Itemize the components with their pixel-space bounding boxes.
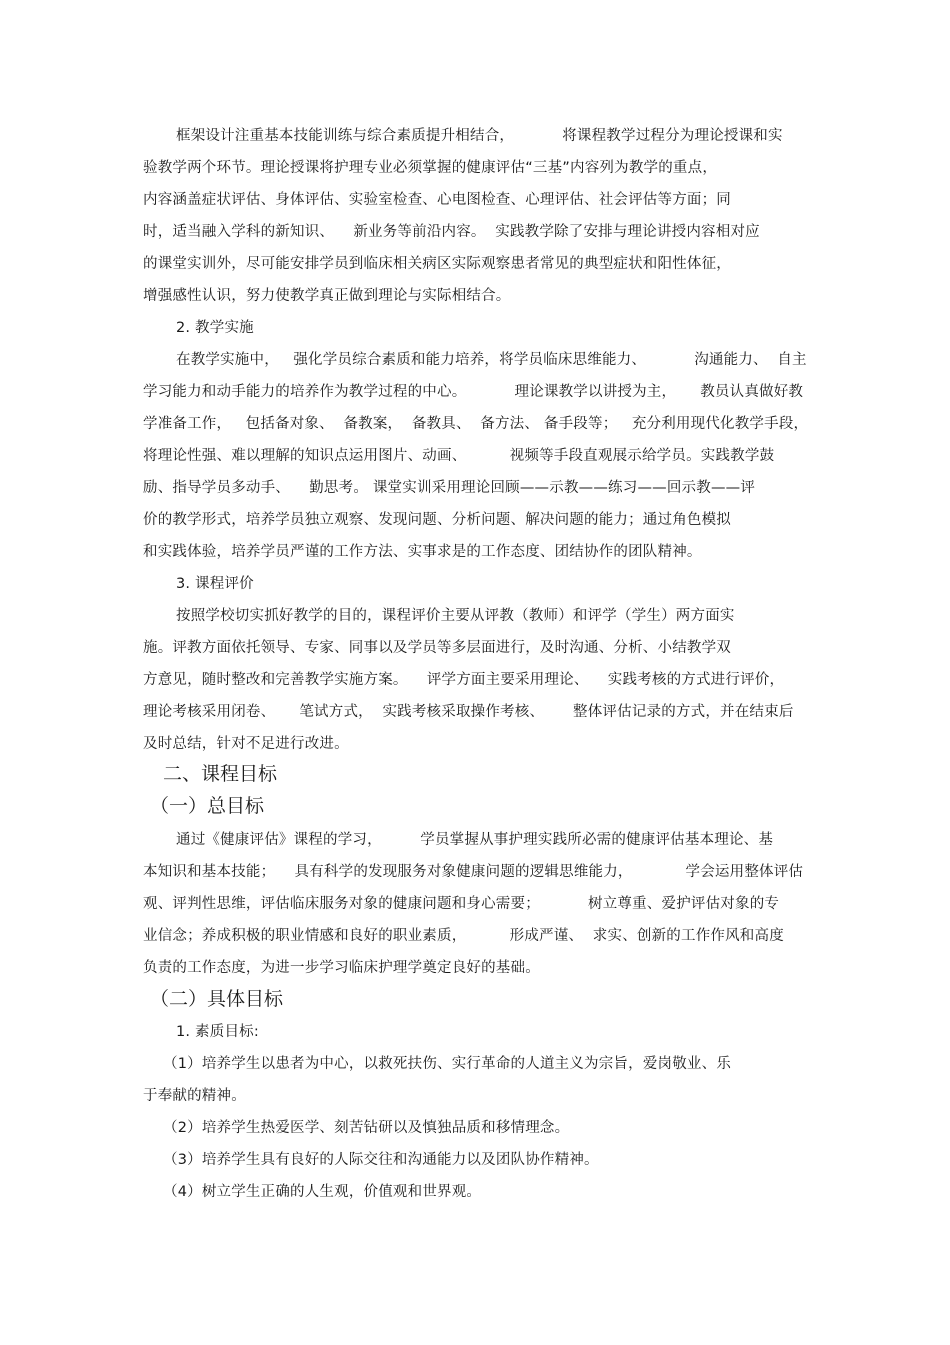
general-goal-line: 负责的工作态度，为进一步学习临床护理学奠定良好的基础。 xyxy=(143,960,540,976)
implementation-line: 学习能力和动手能力的培养作为教学过程的中心。 理论课教学以讲授为主， 教员认真做好教 xyxy=(143,384,804,400)
implementation-line: 励、指导学员多动手、 勤思考。 课堂实训采用理论回顾——示教——练习——回示教——评 xyxy=(143,480,756,496)
quality-goal-item: （1）培养学生以患者为中心，以救死扶伤、实行革命的人道主义为宗旨，爱岗敬业、乐 xyxy=(163,1056,732,1072)
quality-goal-item: 于奉献的精神。 xyxy=(143,1088,246,1104)
intro-line: 时，适当融入学科的新知识、 新业务等前沿内容。 实践教学除了安排与理论讲授内容相对应 xyxy=(143,224,760,240)
general-goal-line: 业信念；养成积极的职业情感和良好的职业素质， 形成严谨、 求实、创新的工作作风和高度 xyxy=(143,928,784,944)
specific-goal-heading: （二）具体目标 xyxy=(150,988,284,1010)
general-goal-line: 通过《健康评估》课程的学习， 学员掌握从事护理实践所必需的健康评估基本理论、基 xyxy=(176,832,774,848)
intro-line: 的课堂实训外，尽可能安排学员到临床相关病区实际观察患者常见的典型症状和阳性体征， xyxy=(143,256,731,272)
implementation-line: 价的教学形式，培养学员独立观察、发现问题、分析问题、解决问题的能力；通过角色模拟 xyxy=(143,512,731,528)
intro-line: 验教学两个环节。理论授课将护理专业必须掌握的健康评估“三基”内容列为教学的重点， xyxy=(143,160,718,176)
evaluation-line: 按照学校切实抓好教学的目的，课程评价主要从评教（教师）和评学（学生）两方面实 xyxy=(176,608,735,624)
intro-line: 框架设计注重基本技能训练与综合素质提升相结合， 将课程教学过程分为理论授课和实 xyxy=(176,128,783,144)
quality-goal-item: （3）培养学生具有良好的人际交往和沟通能力以及团队协作精神。 xyxy=(163,1152,599,1168)
quality-goal-heading: 1. 素质目标: xyxy=(176,1024,259,1040)
general-goal-line: 观、评判性思维，评估临床服务对象的健康问题和身心需要； 树立尊重、爱护评估对象的专 xyxy=(143,896,780,912)
evaluation-line: 方意见，随时整改和完善教学实施方案。 评学方面主要采用理论、 实践考核的方式进行评价， xyxy=(143,672,785,688)
evaluation-line: 施。评教方面依托领导、专家、同事以及学员等多层面进行，及时沟通、分析、小结教学双 xyxy=(143,640,731,656)
implementation-heading: 2. 教学实施 xyxy=(176,320,254,336)
implementation-line: 和实践体验，培养学员严谨的工作方法、实事求是的工作态度、团结协作的团队精神。 xyxy=(143,544,702,560)
implementation-line: 学准备工作， 包括备对象、 备教案， 备教具、 备方法、 备手段等； 充分利用现代化教学手段， xyxy=(143,416,809,432)
evaluation-line: 理论考核采用闭卷、 笔试方式， 实践考核采取操作考核、 整体评估记录的方式，并在结束后 xyxy=(143,704,794,720)
general-goal-heading: （一）总目标 xyxy=(150,795,265,817)
intro-line: 内容涵盖症状评估、身体评估、实验室检查、心电图检查、心理评估、社会评估等方面；同 xyxy=(143,192,731,208)
implementation-line: 在教学实施中， 强化学员综合素质和能力培养，将学员临床思维能力、 沟通能力、 自主 xyxy=(176,352,807,368)
intro-line: 增强感性认识，努力使教学真正做到理论与实际相结合。 xyxy=(143,288,511,304)
evaluation-heading: 3. 课程评价 xyxy=(176,576,254,592)
quality-goal-item: （2）培养学生热爱医学、刻苦钻研以及慎独品质和移情理念。 xyxy=(163,1120,570,1136)
evaluation-line: 及时总结，针对不足进行改进。 xyxy=(143,736,349,752)
quality-goal-item: （4）树立学生正确的人生观，价值观和世界观。 xyxy=(163,1184,482,1200)
implementation-line: 将理论性强、难以理解的知识点运用图片、动画、 视频等手段直观展示给学员。实践教学鼓 xyxy=(143,448,775,464)
section-heading: 二、课程目标 xyxy=(163,763,278,785)
general-goal-line: 本知识和基本技能； 具有科学的发现服务对象健康问题的逻辑思维能力， 学会运用整体评估 xyxy=(143,864,804,880)
